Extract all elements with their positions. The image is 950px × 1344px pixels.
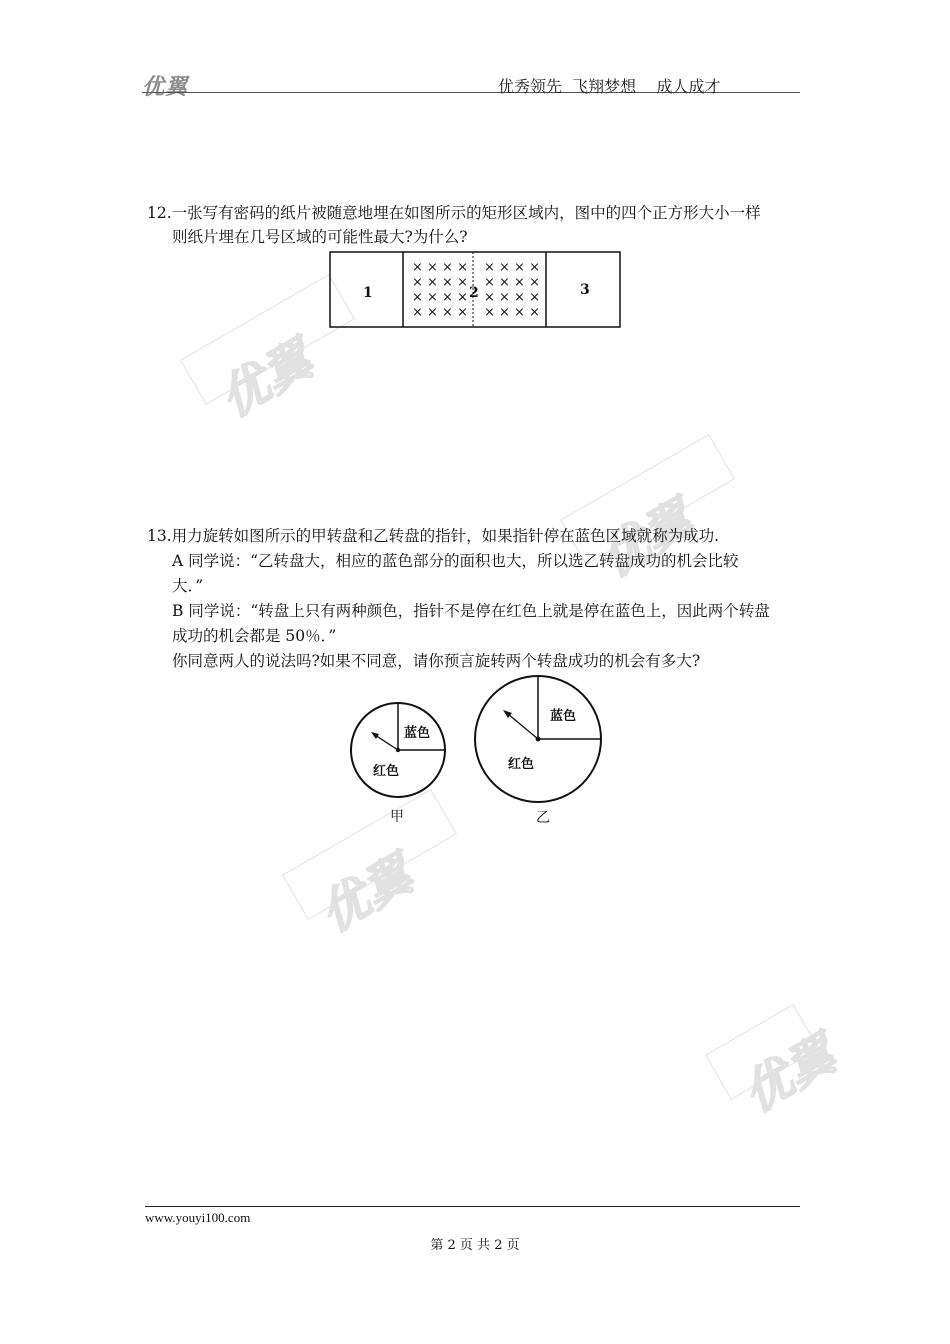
q13-line-4: B 同学说：“转盘上只有两种颜色，指针不是停在红色上就是停在蓝色上，因此两个转盘 (172, 602, 770, 620)
q12-line-2: 则纸片埋在几号区域的可能性最大?为什么? (172, 228, 468, 246)
spinner-yi-blue-label: 蓝色 (550, 709, 577, 724)
spinner-yi-red-label: 红色 (508, 757, 535, 772)
region-label-2: 2 (469, 285, 479, 301)
spinner-jia-caption: 甲 (390, 809, 404, 825)
q12-cross-row: × × × × (484, 260, 540, 275)
q13-line-6: 你同意两人的说法吗?如果不同意，请你预言旋转两个转盘成功的机会有多大? (172, 652, 701, 670)
spinner-jia-blue-label: 蓝色 (404, 726, 431, 741)
q12-figure (328, 250, 622, 330)
q12-cross-row: × × × × (412, 305, 468, 320)
region-label-3: 3 (580, 282, 590, 298)
spinner-yi-caption: 乙 (536, 810, 550, 826)
q13-line-3: 大．” (172, 577, 204, 595)
q12-cross-row: × × × × (412, 290, 468, 305)
q12-cross-row: × × × × (484, 275, 540, 290)
header-slogan: 优秀领先 飞翔梦想 成人成才 (498, 77, 721, 96)
footer-site-link[interactable]: www.youyi100.com (145, 1210, 251, 1225)
spinner-jia (345, 695, 455, 830)
q12-cross-row: × × × × (484, 305, 540, 320)
q12-cross-row: × × × × (412, 260, 468, 275)
watermark-logo: 优翼 (590, 491, 702, 589)
watermark-logo: 优翼 (733, 1026, 845, 1124)
q13-line-5: 成功的机会都是 50％．” (172, 627, 337, 645)
q13-line-2: A 同学说：“乙转盘大，相应的蓝色部分的面积也大，所以选乙转盘成功的机会比较 (172, 552, 739, 570)
spinner-yi (470, 670, 610, 830)
watermark-logo: 优翼 (310, 846, 422, 944)
region-label-1: 1 (363, 285, 373, 301)
watermark-logo: 优翼 (210, 331, 322, 429)
header-logo: 优翼 (142, 75, 189, 100)
q12-cross-row: × × × × (484, 290, 540, 305)
footer-page-number: 第 2 页 共 2 页 (430, 1238, 520, 1253)
spinner-jia-red-label: 红色 (373, 764, 400, 779)
q13-line-1: 13.用力旋转如图所示的甲转盘和乙转盘的指针，如果指针停在蓝色区域就称为成功. (147, 527, 720, 545)
footer-rule (145, 1206, 800, 1207)
q12-line-1: 12.一张写有密码的纸片被随意地埋在如图所示的矩形区域内，图中的四个正方形大小一样 (147, 204, 761, 222)
q12-cross-row: × × × × (412, 275, 468, 290)
